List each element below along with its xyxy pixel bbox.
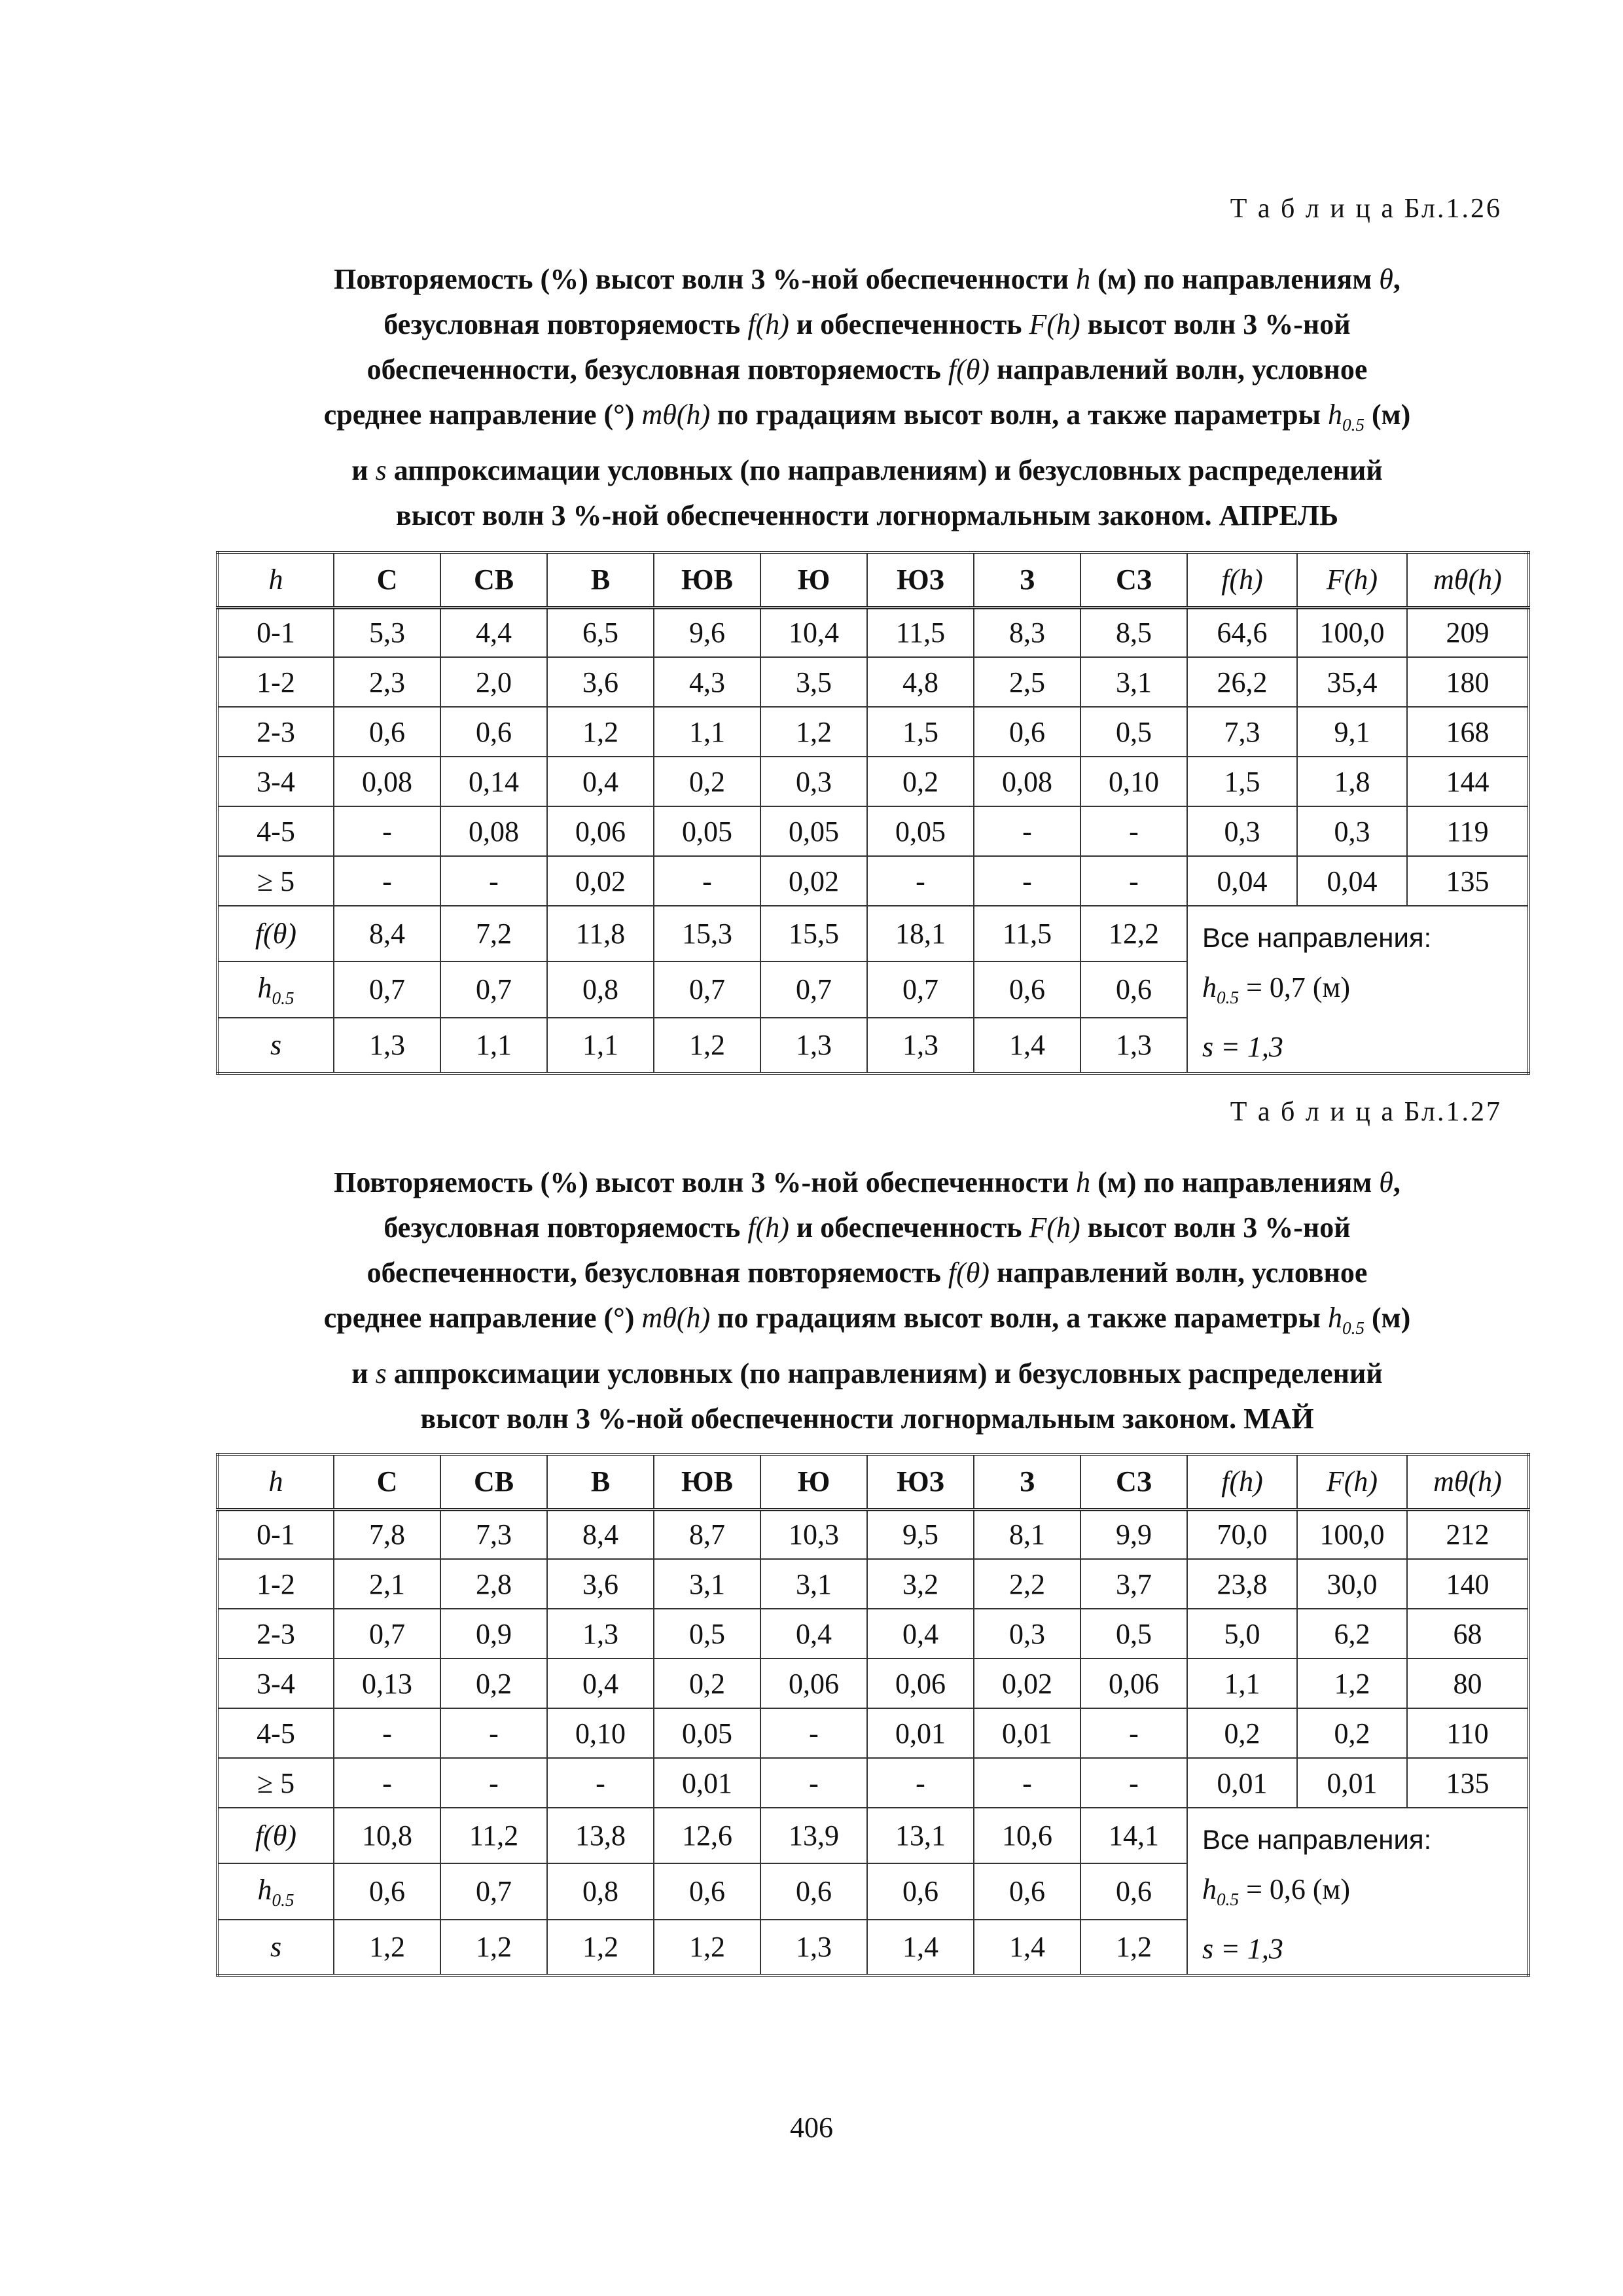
table-cell: 7,3 — [440, 1509, 547, 1559]
header-cell: С — [334, 552, 440, 607]
table-cell: - — [334, 856, 440, 906]
param-row-f-theta — [217, 1808, 1529, 1863]
table-cell: 8,1 — [974, 1509, 1080, 1559]
table-cell: 0,6 — [654, 1863, 760, 1919]
table-cell: - — [547, 1758, 654, 1808]
table-cell: 8,7 — [654, 1509, 760, 1559]
table-cell: 9,1 — [1297, 707, 1407, 757]
table-cell: 11,5 — [974, 906, 1080, 961]
caption-line: среднее направление (°) mθ(h) по градациям высот волн, а также параметры $h_{0.5}$ (м) — [323, 399, 1411, 435]
table-cell: 2,2 — [974, 1559, 1080, 1609]
table-cell: 140 — [1407, 1559, 1529, 1609]
caption-line: и s аппроксимации условных (по направлениям) и безусловных распределений — [351, 1357, 1383, 1390]
header-cell: f(h) — [1187, 552, 1297, 607]
table-cell: 0,6 — [334, 707, 440, 757]
table-cell: 6,2 — [1297, 1609, 1407, 1659]
row-label: 3-4 — [217, 1659, 334, 1708]
table-cell: 3,1 — [1080, 657, 1187, 707]
table-cell: 68 — [1407, 1609, 1529, 1659]
table-cell: - — [440, 1708, 547, 1758]
row-label: s — [217, 1018, 334, 1073]
table-row — [217, 1659, 1529, 1708]
table-cell: - — [440, 856, 547, 906]
table-row — [217, 757, 1529, 806]
caption-line: и s аппроксимации условных (по направлениям) и безусловных распределений — [351, 454, 1383, 486]
table-cell: 11,2 — [440, 1808, 547, 1863]
header-cell: ЮВ — [654, 552, 760, 607]
table-cell: 180 — [1407, 657, 1529, 707]
table-cell: 0,06 — [1080, 1659, 1187, 1708]
header-cell: F(h) — [1297, 552, 1407, 607]
summary-h05: $h_{0.5} = 0,7$ (м) — [1202, 971, 1351, 1007]
header-cell: З — [974, 552, 1080, 607]
table-cell: 0,7 — [760, 961, 867, 1017]
table-cell: - — [1080, 1758, 1187, 1808]
table-cell: 2,5 — [974, 657, 1080, 707]
table-cell: 1,3 — [547, 1609, 654, 1659]
table-cell: 0,10 — [547, 1708, 654, 1758]
table-cell: 0,6 — [974, 707, 1080, 757]
table-cell: - — [1080, 1708, 1187, 1758]
table-cell: 9,5 — [867, 1509, 974, 1559]
table-cell: 3,7 — [1080, 1559, 1187, 1609]
row-label: 0-1 — [217, 607, 334, 657]
table-cell: 12,6 — [654, 1808, 760, 1863]
table-cell: 0,7 — [334, 1609, 440, 1659]
table-cell: 2,0 — [440, 657, 547, 707]
table-row — [217, 1559, 1529, 1609]
caption-line: высот волн 3 %-ной обеспеченности логнормальным законом. АПРЕЛЬ — [395, 499, 1339, 531]
row-label: 0-1 — [217, 1509, 334, 1559]
table-cell: - — [1080, 856, 1187, 906]
table-cell: 5,3 — [334, 607, 440, 657]
table-cell: 0,6 — [334, 1863, 440, 1919]
header-cell: В — [547, 552, 654, 607]
caption-line: Повторяемость (%) высот волн 3 %-ной обеспеченности h (м) по направлениям θ, — [334, 263, 1400, 295]
table-cell: 14,1 — [1080, 1808, 1187, 1863]
table-cell: 0,6 — [1080, 1863, 1187, 1919]
table-cell: 1,1 — [1187, 1659, 1297, 1708]
header-cell: В — [547, 1454, 654, 1509]
table-cell: 0,7 — [334, 961, 440, 1017]
row-label: f(θ) — [217, 1808, 334, 1863]
table-cell: - — [974, 856, 1080, 906]
table-cell: 135 — [1407, 856, 1529, 906]
table-cell: 80 — [1407, 1659, 1529, 1708]
table-cell: 0,6 — [440, 707, 547, 757]
table-cell: 0,01 — [867, 1708, 974, 1758]
table-cell: 0,5 — [1080, 707, 1187, 757]
table-caption — [216, 257, 1518, 538]
header-cell: Ю — [760, 552, 867, 607]
table-cell: 4,4 — [440, 607, 547, 657]
table-cell: 10,4 — [760, 607, 867, 657]
table-cell: 9,9 — [1080, 1509, 1187, 1559]
table-cell: 64,6 — [1187, 607, 1297, 657]
table-cell: 0,01 — [1187, 1758, 1297, 1808]
table-cell: 6,5 — [547, 607, 654, 657]
table-cell: 18,1 — [867, 906, 974, 961]
table-cell: 1,2 — [440, 1920, 547, 1975]
table-cell: 3,1 — [654, 1559, 760, 1609]
table-cell: 3,2 — [867, 1559, 974, 1609]
table-label: Т а б л и ц а Бл.1.26 — [1230, 194, 1502, 224]
header-cell: СВ — [440, 552, 547, 607]
table-cell: 8,3 — [974, 607, 1080, 657]
table-cell: 11,8 — [547, 906, 654, 961]
table-cell: 0,6 — [867, 1863, 974, 1919]
table-cell: 23,8 — [1187, 1559, 1297, 1609]
table-cell: - — [867, 856, 974, 906]
table-cell: 1,1 — [547, 1018, 654, 1073]
table-cell: - — [440, 1758, 547, 1808]
table-cell: 1,3 — [334, 1018, 440, 1073]
table-cell: 212 — [1407, 1509, 1529, 1559]
table-cell: 0,06 — [760, 1659, 867, 1708]
table-cell: 15,3 — [654, 906, 760, 961]
table-cell: 0,06 — [867, 1659, 974, 1708]
table-cell: 0,2 — [867, 757, 974, 806]
caption-line: безусловная повторяемость f(h) и обеспеченность F(h) высот волн 3 %-ной — [383, 308, 1351, 340]
table-cell: 35,4 — [1297, 657, 1407, 707]
table-cell: 0,05 — [760, 806, 867, 856]
row-label: 4-5 — [217, 806, 334, 856]
table-cell: - — [867, 1758, 974, 1808]
table-cell: - — [974, 806, 1080, 856]
table-cell: 5,0 — [1187, 1609, 1297, 1659]
table-row — [217, 607, 1529, 657]
table-row — [217, 707, 1529, 757]
header-cell: ЮВ — [654, 1454, 760, 1509]
table-cell: 0,7 — [867, 961, 974, 1017]
header-cell: З — [974, 1454, 1080, 1509]
table-cell: 15,5 — [760, 906, 867, 961]
table-cell: 1,1 — [440, 1018, 547, 1073]
table-cell: 1,8 — [1297, 757, 1407, 806]
table-cell: 0,7 — [440, 961, 547, 1017]
table-cell: 119 — [1407, 806, 1529, 856]
table-cell: 0,5 — [654, 1609, 760, 1659]
table-cell: 0,2 — [1297, 1708, 1407, 1758]
summary-all-directions: Все направления: — [1202, 1824, 1432, 1855]
table-cell: 7,3 — [1187, 707, 1297, 757]
table-cell: 1,2 — [547, 707, 654, 757]
table-cell: 0,02 — [974, 1659, 1080, 1708]
table-cell: 0,2 — [654, 757, 760, 806]
row-label: 2-3 — [217, 707, 334, 757]
table-cell: 0,4 — [547, 757, 654, 806]
table-cell: 8,4 — [547, 1509, 654, 1559]
table-cell: 0,9 — [440, 1609, 547, 1659]
header-cell: f(h) — [1187, 1454, 1297, 1509]
table-cell: 13,1 — [867, 1808, 974, 1863]
table-cell: 0,01 — [654, 1758, 760, 1808]
table-row — [217, 1609, 1529, 1659]
table-cell: 1,3 — [867, 1018, 974, 1073]
table-cell: 209 — [1407, 607, 1529, 657]
row-label: 1-2 — [217, 657, 334, 707]
table-cell: 1,5 — [1187, 757, 1297, 806]
table-cell: 0,4 — [547, 1659, 654, 1708]
table-cell: 1,3 — [1080, 1018, 1187, 1073]
table-row — [217, 1509, 1529, 1559]
table-cell: - — [760, 1758, 867, 1808]
table-cell: 0,02 — [547, 856, 654, 906]
row-label: $h_{0.5}$ — [217, 1863, 334, 1919]
table-cell: 1,2 — [760, 707, 867, 757]
table-cell: 0,3 — [760, 757, 867, 806]
table-cell: 0,14 — [440, 757, 547, 806]
summary-s: s = 1,3 — [1202, 1932, 1283, 1965]
table-cell: 0,08 — [974, 757, 1080, 806]
table-cell: 1,4 — [974, 1018, 1080, 1073]
table-cell: 10,3 — [760, 1509, 867, 1559]
table-cell: 2,3 — [334, 657, 440, 707]
table-cell: 0,2 — [654, 1659, 760, 1708]
table-cell: 1,2 — [654, 1920, 760, 1975]
caption-line: высот волн 3 %-ной обеспеченности логнормальным законом. МАЙ — [420, 1402, 1314, 1435]
param-row-f-theta — [217, 906, 1529, 961]
summary-h05: $h_{0.5} = 0,6$ (м) — [1202, 1873, 1351, 1909]
table-caption — [216, 1160, 1518, 1441]
table-cell: 0,06 — [547, 806, 654, 856]
table-cell: 8,5 — [1080, 607, 1187, 657]
table-cell: 0,8 — [547, 961, 654, 1017]
table-cell: 0,04 — [1297, 856, 1407, 906]
header-cell: mθ(h) — [1407, 552, 1529, 607]
table-cell: - — [760, 1708, 867, 1758]
table-cell: 1,2 — [547, 1920, 654, 1975]
table-cell: 1,2 — [1297, 1659, 1407, 1708]
summary-cell — [1187, 1808, 1529, 1975]
table-cell: - — [334, 1708, 440, 1758]
table-cell: 0,6 — [1080, 961, 1187, 1017]
table-cell: 10,8 — [334, 1808, 440, 1863]
header-cell: СЗ — [1080, 552, 1187, 607]
table-cell: 0,02 — [760, 856, 867, 906]
table-cell: 8,4 — [334, 906, 440, 961]
table-cell: 12,2 — [1080, 906, 1187, 961]
table-cell: 1,2 — [1080, 1920, 1187, 1975]
table-cell: 3,6 — [547, 1559, 654, 1609]
table-cell: 70,0 — [1187, 1509, 1297, 1559]
table-cell: - — [974, 1758, 1080, 1808]
summary-s: s = 1,3 — [1202, 1030, 1283, 1063]
table-cell: 135 — [1407, 1758, 1529, 1808]
table-cell: 26,2 — [1187, 657, 1297, 707]
table-cell: 3,1 — [760, 1559, 867, 1609]
table-row — [217, 1758, 1529, 1808]
caption-line: Повторяемость (%) высот волн 3 %-ной обеспеченности h (м) по направлениям θ, — [334, 1166, 1400, 1198]
header-row — [217, 1454, 1529, 1509]
table-cell: 100,0 — [1297, 607, 1407, 657]
table-cell: 0,3 — [974, 1609, 1080, 1659]
table-cell: 0,3 — [1297, 806, 1407, 856]
header-cell: ЮЗ — [867, 552, 974, 607]
table-cell: 0,13 — [334, 1659, 440, 1708]
table-cell: 0,4 — [867, 1609, 974, 1659]
table-cell: 0,6 — [974, 961, 1080, 1017]
table-cell: 0,3 — [1187, 806, 1297, 856]
table-cell: 100,0 — [1297, 1509, 1407, 1559]
table-cell: 1,3 — [760, 1018, 867, 1073]
wave-height-table-may — [216, 1453, 1530, 1977]
row-label: 2-3 — [217, 1609, 334, 1659]
table-row — [217, 657, 1529, 707]
table-label: Т а б л и ц а Бл.1.27 — [1230, 1097, 1502, 1127]
table-cell: 13,8 — [547, 1808, 654, 1863]
table-cell: - — [654, 856, 760, 906]
table-cell: 0,01 — [1297, 1758, 1407, 1808]
row-label: f(θ) — [217, 906, 334, 961]
table-cell: 1,5 — [867, 707, 974, 757]
header-cell: Ю — [760, 1454, 867, 1509]
table-row — [217, 856, 1529, 906]
table-row — [217, 806, 1529, 856]
header-cell: h — [217, 1454, 334, 1509]
table-cell: 0,7 — [654, 961, 760, 1017]
caption-line: обеспеченности, безусловная повторяемость f(θ) направлений волн, условное — [366, 1257, 1368, 1289]
table-cell: 1,3 — [760, 1920, 867, 1975]
table-cell: 0,6 — [760, 1863, 867, 1919]
table-cell: 13,9 — [760, 1808, 867, 1863]
header-cell: СВ — [440, 1454, 547, 1509]
row-label: 1-2 — [217, 1559, 334, 1609]
header-row — [217, 552, 1529, 607]
table-cell: 9,6 — [654, 607, 760, 657]
table-cell: 0,7 — [440, 1863, 547, 1919]
table-cell: 168 — [1407, 707, 1529, 757]
table-cell: - — [334, 1758, 440, 1808]
header-cell: F(h) — [1297, 1454, 1407, 1509]
table-cell: - — [334, 806, 440, 856]
table-cell: 1,4 — [867, 1920, 974, 1975]
row-label: 3-4 — [217, 757, 334, 806]
table-cell: 0,10 — [1080, 757, 1187, 806]
table-cell: 0,4 — [760, 1609, 867, 1659]
table-cell: 0,04 — [1187, 856, 1297, 906]
table-cell: - — [1080, 806, 1187, 856]
table-cell: 0,2 — [1187, 1708, 1297, 1758]
table-cell: 0,05 — [867, 806, 974, 856]
table-cell: 1,2 — [654, 1018, 760, 1073]
table-cell: 3,6 — [547, 657, 654, 707]
table-cell: 7,8 — [334, 1509, 440, 1559]
table-cell: 144 — [1407, 757, 1529, 806]
caption-line: безусловная повторяемость f(h) и обеспеченность F(h) высот волн 3 %-ной — [383, 1211, 1351, 1244]
table-cell: 0,05 — [654, 806, 760, 856]
table-cell: 0,2 — [440, 1659, 547, 1708]
table-cell: 1,4 — [974, 1920, 1080, 1975]
table-cell: 7,2 — [440, 906, 547, 961]
table-cell: 3,5 — [760, 657, 867, 707]
table-cell: 1,2 — [334, 1920, 440, 1975]
table-cell: 10,6 — [974, 1808, 1080, 1863]
table-cell: 0,6 — [974, 1863, 1080, 1919]
summary-cell — [1187, 906, 1529, 1073]
table-cell: 0,5 — [1080, 1609, 1187, 1659]
row-label: ≥ 5 — [217, 856, 334, 906]
row-label: s — [217, 1920, 334, 1975]
header-cell: h — [217, 552, 334, 607]
table-cell: 0,08 — [440, 806, 547, 856]
table-cell: 0,08 — [334, 757, 440, 806]
wave-height-table-april — [216, 551, 1530, 1075]
table-cell: 0,01 — [974, 1708, 1080, 1758]
header-cell: С — [334, 1454, 440, 1509]
table-cell: 11,5 — [867, 607, 974, 657]
row-label: ≥ 5 — [217, 1758, 334, 1808]
table-cell: 0,8 — [547, 1863, 654, 1919]
header-cell: ЮЗ — [867, 1454, 974, 1509]
table-cell: 0,05 — [654, 1708, 760, 1758]
table-cell: 4,8 — [867, 657, 974, 707]
table-cell: 110 — [1407, 1708, 1529, 1758]
table-cell: 4,3 — [654, 657, 760, 707]
header-cell: СЗ — [1080, 1454, 1187, 1509]
page-number: 406 — [790, 2111, 833, 2144]
row-label: 4-5 — [217, 1708, 334, 1758]
table-cell: 2,8 — [440, 1559, 547, 1609]
header-cell: mθ(h) — [1407, 1454, 1529, 1509]
table-cell: 2,1 — [334, 1559, 440, 1609]
table-cell: 30,0 — [1297, 1559, 1407, 1609]
caption-line: обеспеченности, безусловная повторяемость f(θ) направлений волн, условное — [366, 353, 1368, 386]
table-row — [217, 1708, 1529, 1758]
caption-line: среднее направление (°) mθ(h) по градациям высот волн, а также параметры $h_{0.5}$ (м) — [323, 1302, 1411, 1338]
summary-all-directions: Все направления: — [1202, 922, 1432, 953]
row-label: $h_{0.5}$ — [217, 961, 334, 1017]
table-cell: 1,1 — [654, 707, 760, 757]
